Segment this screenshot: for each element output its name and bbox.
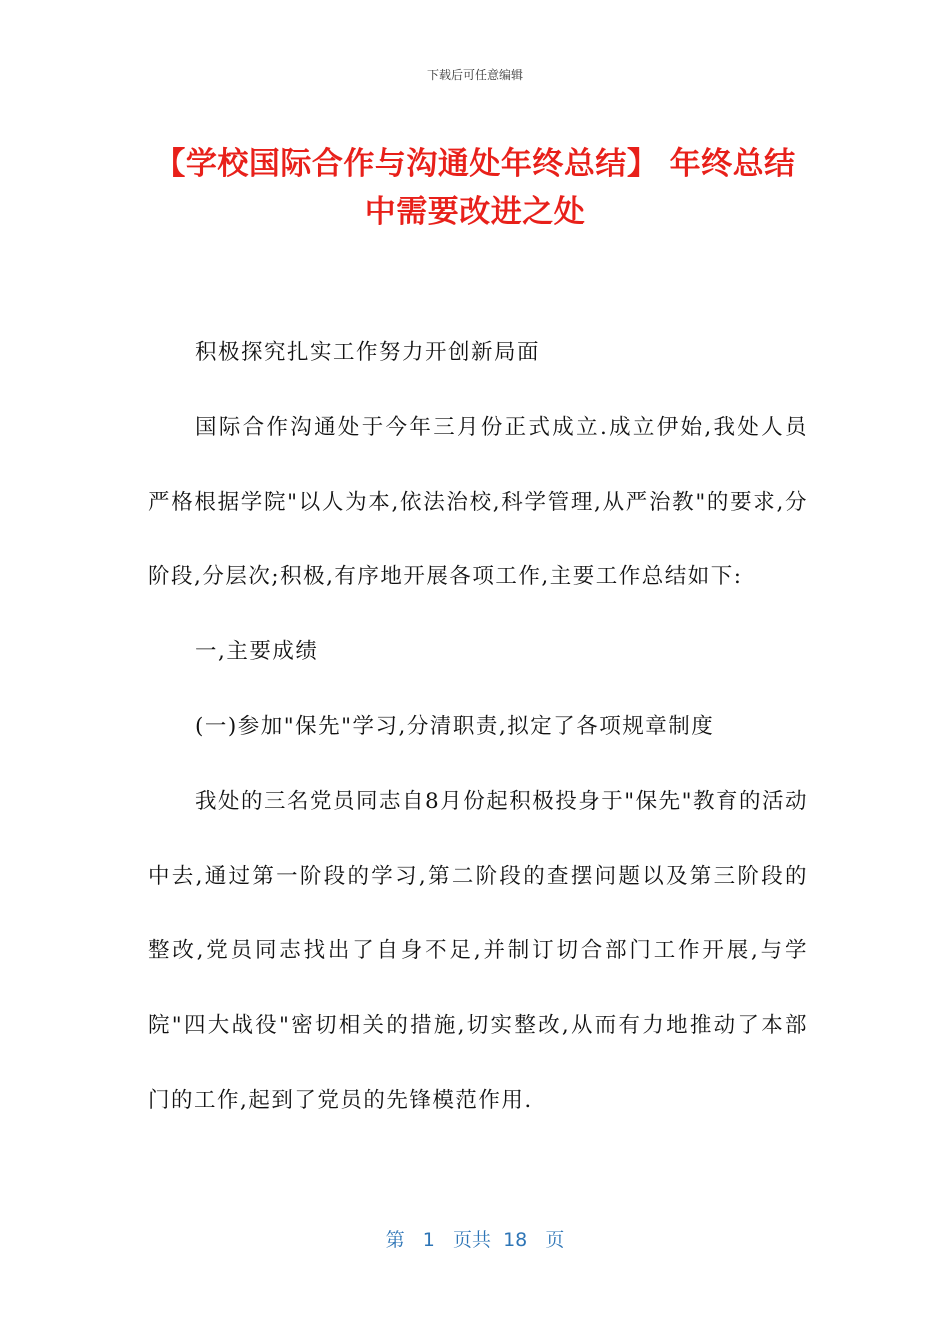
document-title: 【学校国际合作与沟通处年终总结】 年终总结中需要改进之处 <box>154 146 796 230</box>
footer-total-pages: 18 <box>503 1229 528 1251</box>
document-body <box>148 316 808 1139</box>
paragraph-heading: 积极探究扎实工作努力开创新局面 <box>195 340 541 365</box>
paragraph-body: 我处的三名党员同志自8月份起积极投身于"保先"教育的活动中去,通过第一阶段的学习,第二阶段的查摆问题以及第三阶段的整改,党员同志找出了自身不足,并制订切合部门工作开展,与学院"四大战役"密切相关的措施,切实整改,从而有力地推动了本部门的工作,起到了党员的先锋模范作用. <box>148 788 808 1113</box>
footer-middle: 页共 <box>452 1229 491 1251</box>
footer-suffix: 页 <box>545 1229 565 1251</box>
footer-prefix: 第 <box>385 1229 405 1251</box>
paragraph-section-heading: 一,主要成绩 <box>195 639 319 665</box>
header-note: 下载后可任意编辑 <box>426 68 523 82</box>
page-footer <box>0 1225 950 1252</box>
footer-page-number: 1 <box>422 1229 435 1251</box>
paragraph-subsection-heading: (一)参加"保先"学习,分清职责,拟定了各项规章制度 <box>195 713 715 739</box>
paragraph-intro: 国际合作沟通处于今年三月份正式成立.成立伊始,我处人员严格根据学院"以人为本,依法治校,科学管理,从严治教"的要求,分阶段,分层次;积极,有序地开展各项工作,主要工作总结如下: <box>148 414 808 590</box>
